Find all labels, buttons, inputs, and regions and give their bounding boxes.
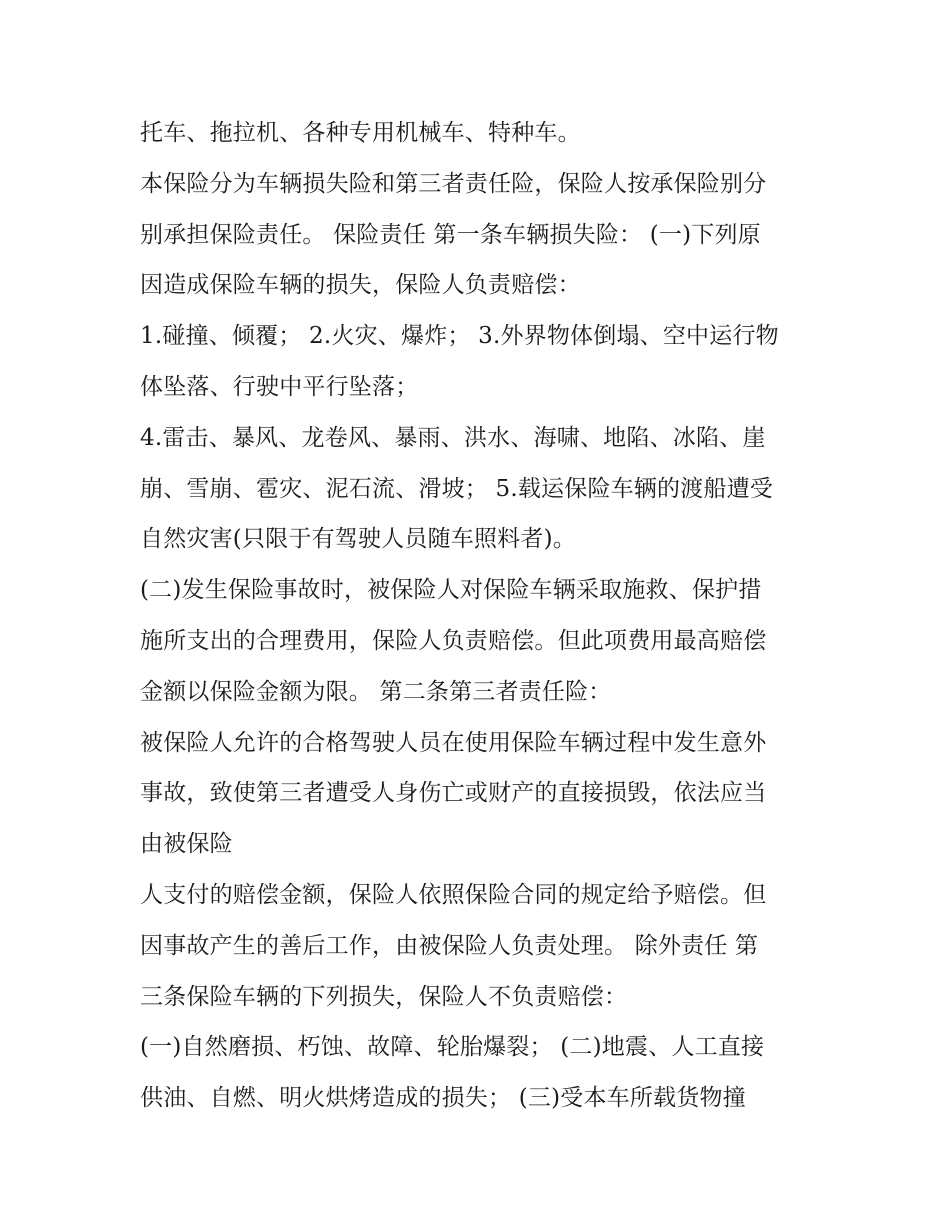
paragraph-3 bbox=[140, 311, 820, 413]
text-line: 因造成保险车辆的损失，保险人负责赔偿： bbox=[140, 272, 581, 299]
text-line: 施所支出的合理费用，保险人负责赔偿。但此项费用最高赔偿 bbox=[140, 627, 767, 654]
text-line: 因事故产生的善后工作，由被保险人负责处理。 除外责任 第 bbox=[140, 932, 759, 959]
text-line: (一)自然磨损、朽蚀、故障、轮胎爆裂； (二)地震、人工直接 bbox=[140, 1034, 765, 1061]
text-line: 崩、雪崩、雹灾、泥石流、滑坡； 5.载运保险车辆的渡船遭受 bbox=[140, 475, 774, 502]
text-line: 自然灾害(只限于有驾驶人员随车照料者)。 bbox=[140, 526, 576, 553]
text-line: 由被保险 bbox=[140, 831, 233, 858]
paragraph-1 bbox=[140, 108, 820, 159]
text-line: (二)发生保险事故时，被保险人对保险车辆采取施救、保护措 bbox=[140, 577, 762, 604]
paragraph-6 bbox=[140, 718, 820, 870]
paragraph-2 bbox=[140, 159, 820, 311]
paragraph-8 bbox=[140, 1022, 820, 1124]
text-line: 体坠落、行驶中平行坠落； bbox=[140, 373, 419, 400]
text-line: 被保险人允许的合格驾驶人员在使用保险车辆过程中发生意外 bbox=[140, 729, 767, 756]
paragraph-5 bbox=[140, 565, 820, 717]
text-line: 1.碰撞、倾覆； 2.火灾、爆炸； 3.外界物体倒塌、空中运行物 bbox=[140, 323, 779, 350]
document-page bbox=[140, 108, 820, 1124]
text-line: 人支付的赔偿金额，保险人依照保险合同的规定给予赔偿。但 bbox=[140, 881, 767, 908]
text-line: 别承担保险责任。 保险责任 第一条车辆损失险： (一)下列原 bbox=[140, 221, 761, 248]
paragraph-7 bbox=[140, 870, 820, 1022]
paragraph-4 bbox=[140, 413, 820, 565]
text-line: 金额以保险金额为限。 第二条第三者责任险： bbox=[140, 678, 612, 705]
text-line: 事故，致使第三者遭受人身伤亡或财产的直接损毁，依法应当 bbox=[140, 780, 767, 807]
text-line: 三条保险车辆的下列损失，保险人不负责赔偿： bbox=[140, 983, 628, 1010]
text-line: 托车、拖拉机、各种专用机械车、特种车。 bbox=[140, 120, 581, 146]
text-line: 供油、自燃、明火烘烤造成的损失； (三)受本车所载货物撞 bbox=[140, 1085, 746, 1112]
text-line: 本保险分为车辆损失险和第三者责任险，保险人按承保险别分 bbox=[140, 170, 767, 197]
text-line: 4.雷击、暴风、龙卷风、暴雨、洪水、海啸、地陷、冰陷、崖 bbox=[140, 424, 766, 451]
